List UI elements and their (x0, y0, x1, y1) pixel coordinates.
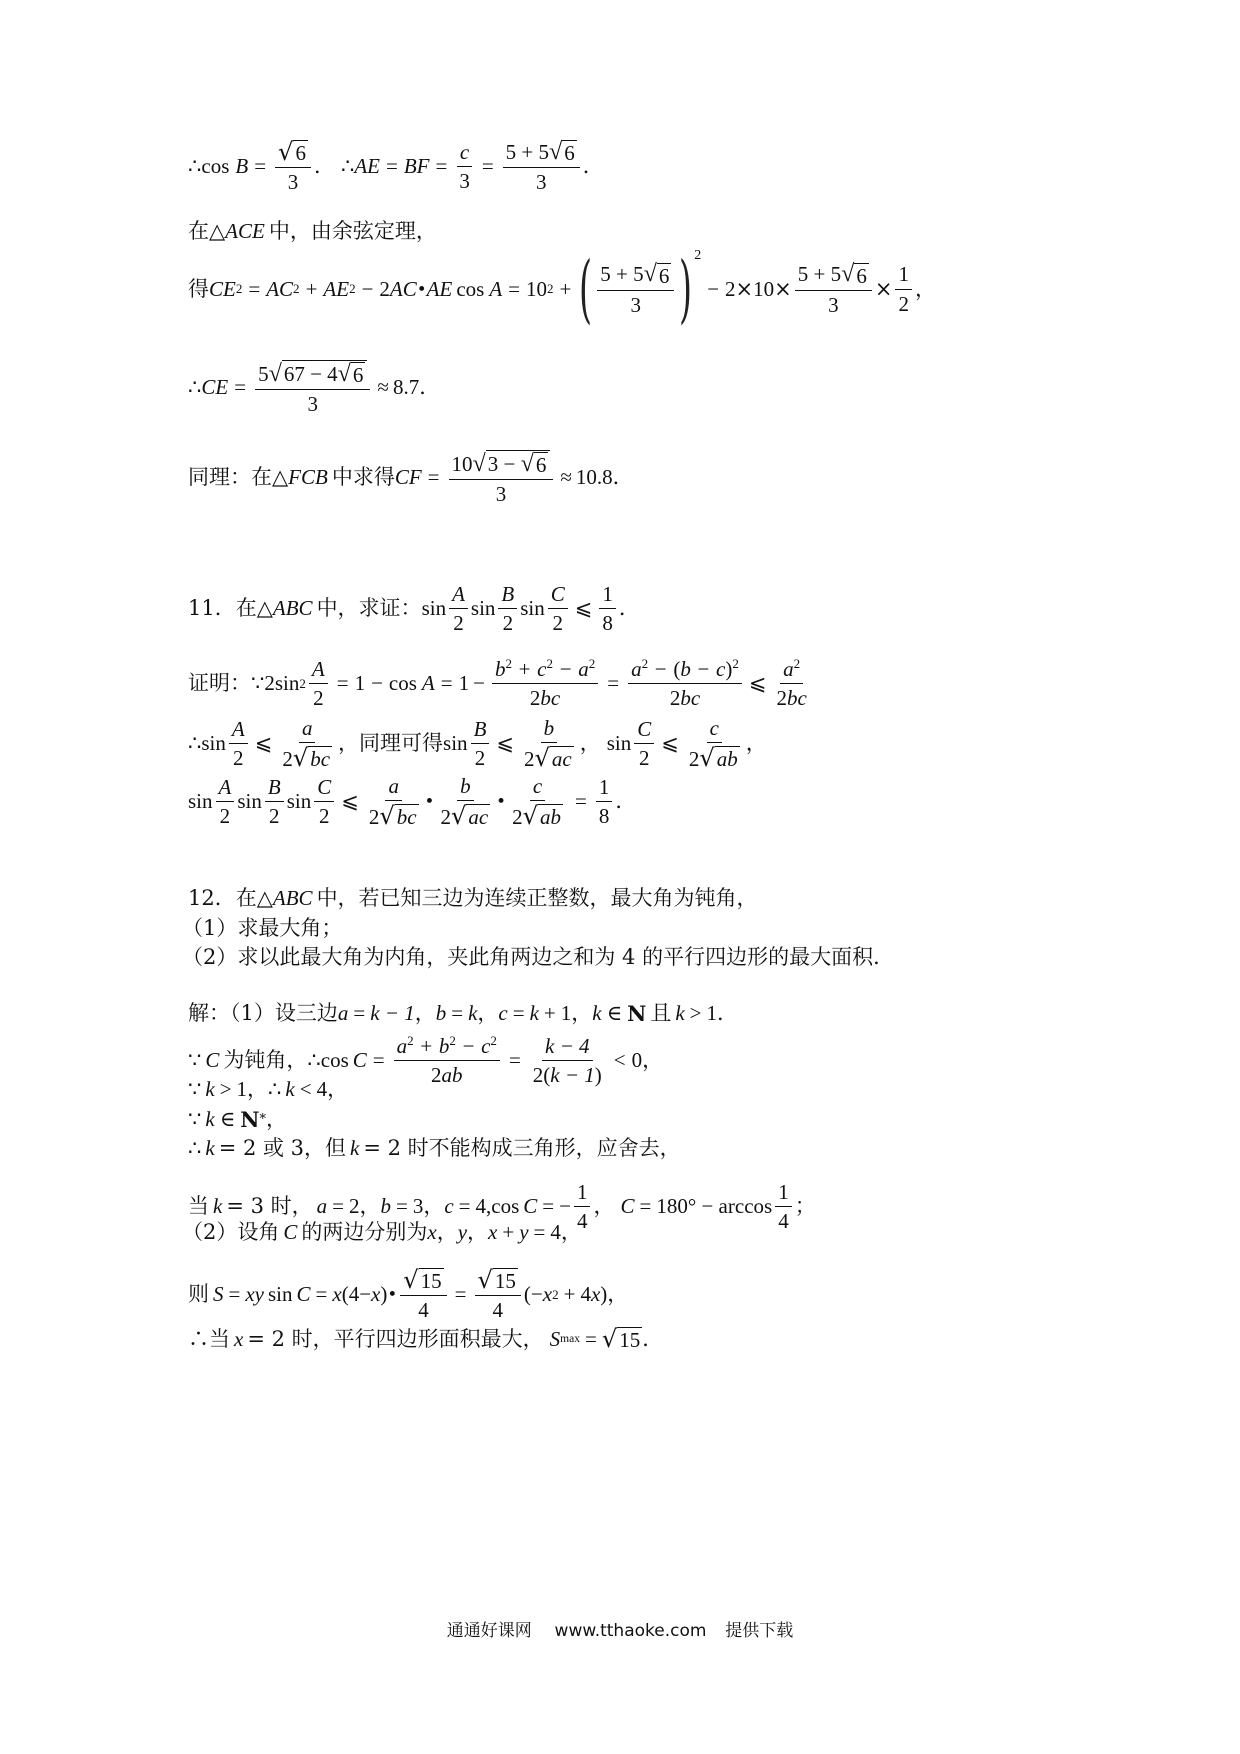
question-12-part-1: （1）求最大角； (182, 916, 343, 940)
solution-line-law-of-cosines: 在 △ ACE 中，由余弦定理， (188, 219, 437, 243)
solution-12-part-2-setup: （2）设角 C 的两边分别为 x ， y ， x + y = 4 ， (182, 1220, 582, 1244)
proof-line-2: ∴ sin $\frac{A}{2}$ ⩽ a 2 √ bc ，同理可得 sin $\frac{B}{2}$ ⩽ b 2 √ ac ， sin $\frac{C}{2}$ ⩽ c 2 √ ab ， (188, 716, 767, 773)
triangle-FCB: FCB (288, 465, 328, 490)
footer-suffix: 提供下载 (725, 1621, 794, 1641)
CE-approx-value: 8.7 (392, 375, 420, 400)
equals: = (254, 154, 267, 179)
solution-12-line-2: ∵ C 为钝角， ∴ cos C = $\frac{a^2 + b^2 - c^2}{2ab}$ = $\frac{k - 4}{2(k - 1)}$ < 0 ， (188, 1033, 664, 1088)
solution-12-final: ∴当 x = 2 时，平行四边形面积最大， S max = √ 15 ． (188, 1325, 664, 1353)
solution-12-line-5: ∴ k = 2 或 3，但 k = 2 时不能构成三角形，应舍去， (188, 1136, 681, 1160)
page-footer (0, 1616, 1240, 1641)
CF-approx-value: 10.8 (575, 465, 613, 490)
fraction-5plus5sqrt6-over-3: 5 + 5 √ 6 3 (503, 140, 580, 193)
solution-12-area-formula: 则 S = x y sin C = x ( 4 − x ) • √ 15 4 = √ 15 4 ( − x 2 + 4 x ) ， (188, 1266, 629, 1323)
solution-12-line-4: ∵ k ∈ N * ， (188, 1107, 287, 1132)
cos-func: cos (201, 154, 230, 179)
solution-line-CE-value: ∴ CE = 5 √ 67 − 4 √ 6 3 ≈ 8.7 ． (188, 360, 441, 417)
fraction-c-over-3: $\frac{c}{3}$ (456, 141, 473, 192)
solution-12-line-3: ∵ k > 1 ， ∴ k < 4 ， (188, 1077, 349, 1101)
solution-line-CE-squared: 得 CE 2 = AC 2 + AE 2 − 2 AC • AE cos A = 10 2 + ( 5 + 5 √ 6 3 ) 2 − 2 × 10 × 5 + 5 √ 6 3 × $\frac{1}{2}$ ， (188, 246, 936, 332)
solution-12-line-1: 解：（1）设三边 a = k − 1 ， b = k ， c = k + 1 ， k ∈ N 且 k > 1 ． (188, 1001, 738, 1026)
question-12-stem: 12．在 △ ABC 中，若已知三边为连续正整数，最大角为钝角， (188, 886, 758, 910)
big-right-paren: ) (679, 246, 693, 332)
fraction-sqrt6-over-3: √ 6 3 (275, 140, 311, 193)
footer-site-name: 通通好课网 (446, 1621, 532, 1641)
triangle-ACE: ACE (225, 219, 265, 243)
var-B: B (235, 154, 249, 179)
var-AE: AE (354, 154, 380, 179)
question-12-part-2: （2）求以此最大角为内角，夹此角两边之和为 4 的平行四边形的最大面积． (182, 945, 895, 969)
therefore-symbol: ∴ (188, 154, 202, 179)
solution-line-cosB: ∴ cos B = √ 6 3 ． ∴ AE = BF = $\frac{c}{3}$ = 5 + 5 √ 6 3 ． (188, 138, 604, 195)
proof-line-1: 证明： ∵ 2 sin 2 $\frac{A}{2}$ = 1 − cos A = 1 − $\frac{b^2 + c^2 - a^2}{2bc}$ = $\frac{a^2 - (b - c)^2}{2bc}$ ⩽ $\frac{a^2}{2bc}$ (188, 656, 807, 711)
triangle-symbol: △ (209, 219, 226, 243)
footer-url[interactable]: www.tthaoke.com (554, 1621, 707, 1641)
solution-12-line-6: 当 k = 3 时， a = 2 ， b = 3 ， c = 4 , cos C = − $\frac{1}{4}$ ， C = 180° − arccos $\frac{1}{4}$ ； (188, 1180, 816, 1234)
var-BF: BF (403, 154, 430, 179)
proof-line-3: sin $\frac{A}{2}$ sin $\frac{B}{2}$ sin $\frac{C}{2}$ ⩽ a 2 √ bc • b 2 √ ac • c 2 √ ab = $\frac{1}{8}$ ． (188, 774, 637, 831)
question-11: 11．在 △ ABC 中，求证： sin $\frac{A}{2}$ sin $\frac{B}{2}$ sin $\frac{C}{2}$ ⩽ $\frac{1}{8}$ ． (188, 582, 640, 636)
solution-line-CF-value: 同理：在 △ FCB 中求得 CF = 10 √ 3 − √ 6 3 ≈ 10.8 ． (188, 450, 634, 507)
big-left-paren: ( (579, 246, 593, 332)
